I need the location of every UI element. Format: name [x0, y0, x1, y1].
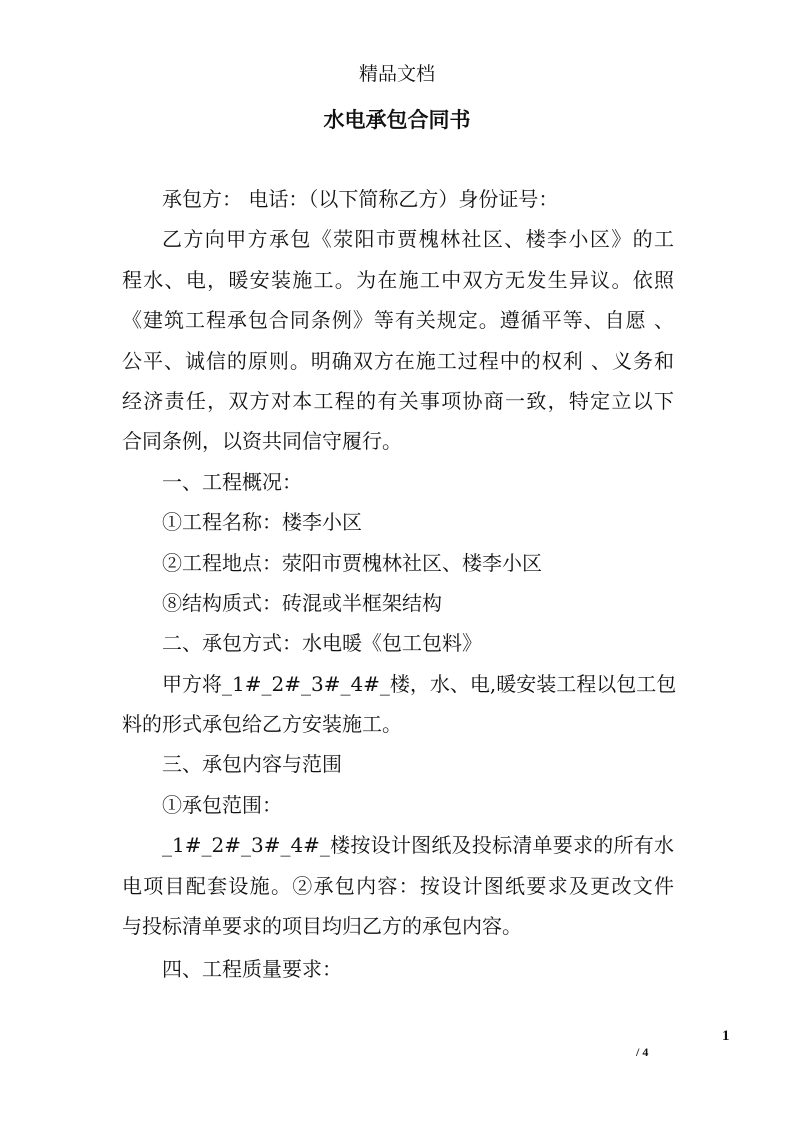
section-heading: 一、工程概况：	[162, 469, 302, 494]
list-item: ⑧结构质式：砖混或半框架结构	[162, 590, 442, 615]
page-total: / 4	[636, 1045, 649, 1059]
paragraph-line: 经济责任，双方对本工程的有关事项协商一致，特定立以下	[122, 388, 674, 413]
list-item: ②工程地点：荥阳市贾槐林社区、楼李小区	[162, 550, 542, 575]
header-title: 精品文档	[358, 63, 435, 85]
paragraph-line: 乙方向甲方承包《荥阳市贾槐林社区、楼李小区》的工	[162, 227, 674, 252]
paragraph-line: 电项目配套设施。②承包内容：按设计图纸要求及更改文件	[122, 873, 674, 898]
paragraph-line: 与投标清单要求的项目均归乙方的承包内容。	[122, 914, 522, 939]
document-body	[122, 179, 677, 990]
page-number: 1	[722, 1028, 730, 1044]
section-heading: 四、工程质量要求：	[162, 957, 342, 982]
paragraph-line: 《建筑工程承包合同条例》等有关规定。遵循平等、自愿 、	[122, 308, 674, 333]
paragraph-line: 合同条例，以资共同信守履行。	[122, 429, 402, 454]
section-heading: 二、承包方式：水电暖《包工包料》	[162, 631, 482, 656]
contractor-info-line: 承包方： 电话：（以下简称乙方）身份证号：	[162, 187, 559, 211]
document-title: 水电承包合同书	[323, 107, 471, 132]
paragraph-line: 料的形式承包给乙方安装施工。	[122, 712, 402, 737]
section-heading: 三、承包内容与范围	[162, 752, 342, 777]
paragraph-line: 公平、诚信的原则。明确双方在施工过程中的权利 、义务和	[122, 348, 674, 373]
paragraph-line: 甲方将_1#_2#_3#_4#_楼，水、电,暖安装工程以包工包	[162, 671, 677, 696]
list-item: ①工程名称：楼李小区	[162, 510, 362, 535]
list-item: ①承包范围：	[162, 792, 282, 817]
paragraph-line: 程水、电，暖安装施工。为在施工中双方无发生异议。依照	[122, 267, 674, 292]
paragraph-line: _1#_2#_3#_4#_楼按设计图纸及投标清单要求的所有水	[162, 833, 674, 858]
